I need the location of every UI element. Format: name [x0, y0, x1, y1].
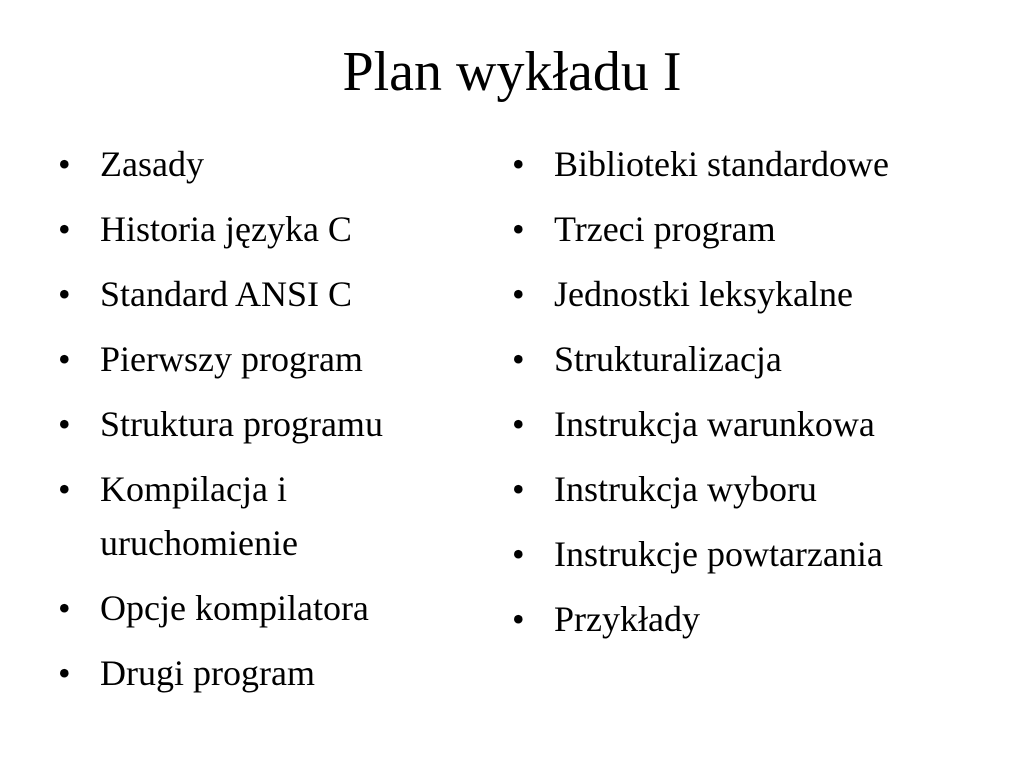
bullet-icon: • — [58, 144, 71, 184]
list-item — [58, 202, 478, 256]
left-bullet-list — [58, 137, 478, 711]
list-item — [58, 137, 478, 191]
list-item-label: Instrukcja warunkowa — [554, 404, 875, 444]
bullet-icon: • — [58, 653, 71, 693]
bullet-icon: • — [512, 144, 525, 184]
list-item — [58, 581, 478, 635]
list-item — [512, 202, 1012, 256]
list-item-label: Instrukcja wyboru — [554, 469, 817, 509]
list-item-label: Struktura programu — [100, 404, 383, 444]
bullet-icon: • — [58, 588, 71, 628]
list-item — [512, 267, 1012, 321]
list-item — [512, 592, 1012, 646]
list-item-label: Drugi program — [100, 653, 315, 693]
bullet-icon: • — [512, 339, 525, 379]
list-item-label: Pierwszy program — [100, 339, 363, 379]
list-item-label: Strukturalizacja — [554, 339, 782, 379]
bullet-icon: • — [512, 469, 525, 509]
list-item — [58, 397, 478, 451]
bullet-icon: • — [58, 404, 71, 444]
list-item — [512, 462, 1012, 516]
list-item — [58, 332, 478, 386]
right-bullet-list — [512, 137, 1012, 657]
list-item — [512, 397, 1012, 451]
list-item-label: Jednostki leksykalne — [554, 274, 853, 314]
list-item-label: Kompilacja i uruchomienie — [100, 469, 298, 563]
list-item — [58, 267, 478, 321]
list-item-label: Opcje kompilatora — [100, 588, 369, 628]
bullet-icon: • — [58, 339, 71, 379]
list-item-label: Historia języka C — [100, 209, 352, 249]
bullet-icon: • — [58, 469, 71, 509]
bullet-icon: • — [512, 404, 525, 444]
slide-title: Plan wykładu I — [342, 41, 682, 103]
bullet-icon: • — [512, 209, 525, 249]
list-item-label: Przykłady — [554, 599, 700, 639]
bullet-icon: • — [58, 274, 71, 314]
bullet-icon: • — [512, 599, 525, 639]
bullet-icon: • — [512, 534, 525, 574]
list-item-label: Zasady — [100, 144, 204, 184]
list-item-label: Biblioteki standardowe — [554, 144, 889, 184]
bullet-icon: • — [512, 274, 525, 314]
list-item-label: Standard ANSI C — [100, 274, 352, 314]
list-item — [58, 462, 478, 570]
list-item-label: Instrukcje powtarzania — [554, 534, 883, 574]
list-item — [512, 332, 1012, 386]
list-item — [512, 137, 1012, 191]
list-item-label: Trzeci program — [554, 209, 776, 249]
bullet-icon: • — [58, 209, 71, 249]
list-item — [512, 527, 1012, 581]
list-item — [58, 646, 478, 700]
